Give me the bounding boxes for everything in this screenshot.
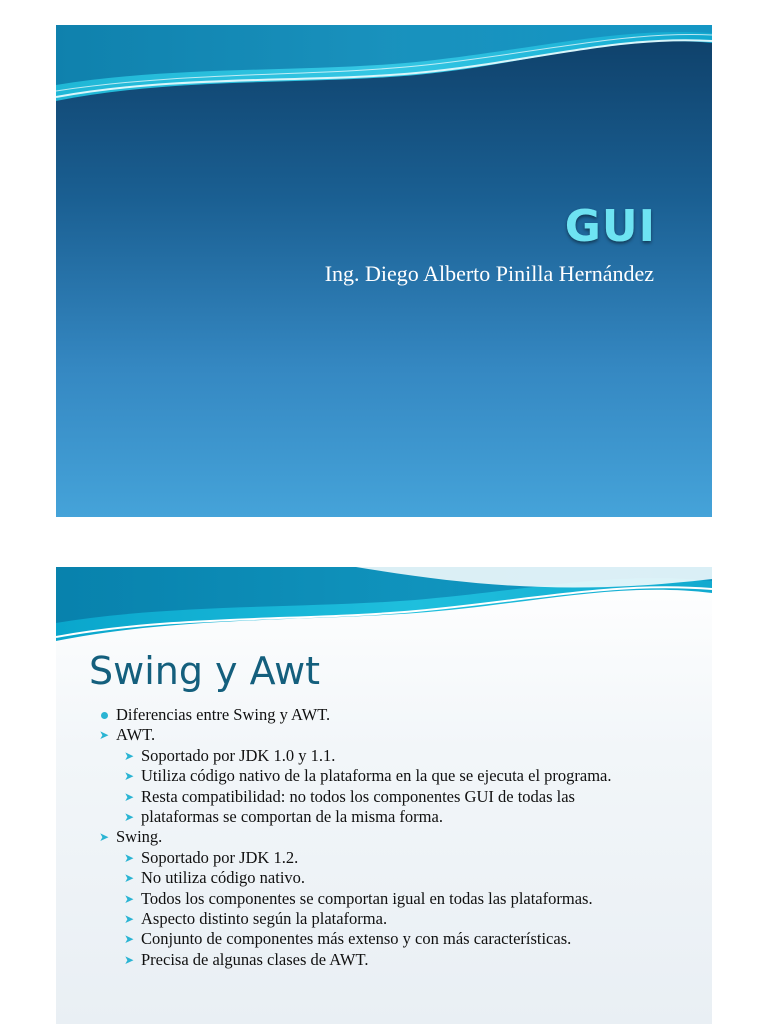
bullet-item xyxy=(56,929,712,949)
title-slide xyxy=(56,25,712,517)
content-slide xyxy=(56,567,712,1024)
slide-title: Swing y Awt xyxy=(89,649,321,693)
bullet-item xyxy=(56,868,712,888)
bullet-arrow-icon: ➤ xyxy=(123,932,135,947)
bullet-item xyxy=(56,889,712,909)
bullet-item xyxy=(56,705,712,725)
bullet-arrow-icon: ➤ xyxy=(123,850,135,865)
bullet-arrow-icon: ➤ xyxy=(123,748,135,763)
bullet-arrow-icon: ➤ xyxy=(123,789,135,804)
header-wave-decoration xyxy=(56,567,712,647)
bullet-arrow-icon: ➤ xyxy=(98,728,110,743)
bullet-arrow-icon: ➤ xyxy=(98,830,110,845)
bullet-dot-icon xyxy=(96,705,112,725)
bullet-text: AWT. xyxy=(116,725,156,745)
bullet-item xyxy=(56,848,712,868)
bullet-item xyxy=(56,725,712,745)
bullet-arrow-icon: ➤ xyxy=(123,912,135,927)
bullet-arrow-icon: ➤ xyxy=(123,810,135,825)
bullet-text: Aspecto distinto según la plataforma. xyxy=(141,909,388,929)
bullet-text: Soportado por JDK 1.0 y 1.1. xyxy=(141,745,336,765)
bullet-item xyxy=(56,787,712,807)
slide-subtitle: Ing. Diego Alberto Pinilla Hernández xyxy=(324,261,654,286)
slide-title: GUI xyxy=(564,201,656,252)
bullet-text: Utiliza código nativo de la plataforma en la que se ejecuta el programa. xyxy=(141,766,612,786)
bullet-text: Precisa de algunas clases de AWT. xyxy=(141,949,369,969)
bullet-text: Resta compatibilidad: no todos los componentes GUI de todas las xyxy=(141,786,575,806)
bullet-arrow-icon: ➤ xyxy=(123,871,135,886)
bullet-text: No utiliza código nativo. xyxy=(141,868,306,888)
bullet-list xyxy=(56,705,712,970)
bullet-text: Conjunto de componentes más extenso y con más características. xyxy=(141,929,572,949)
bullet-item xyxy=(56,950,712,970)
bullet-arrow-icon: ➤ xyxy=(123,952,135,967)
bullet-text: plataformas se comportan de la misma forma. xyxy=(141,807,443,827)
bullet-item xyxy=(56,766,712,786)
bullet-arrow-icon: ➤ xyxy=(123,769,135,784)
bullet-item xyxy=(56,909,712,929)
bullet-item xyxy=(56,807,712,827)
bullet-arrow-icon: ➤ xyxy=(123,891,135,906)
header-wave-decoration xyxy=(56,25,712,105)
bullet-item xyxy=(56,827,712,847)
bullet-text: Soportado por JDK 1.2. xyxy=(141,847,299,867)
bullet-item xyxy=(56,746,712,766)
bullet-text: Swing. xyxy=(116,827,163,847)
bullet-text: Diferencias entre Swing y AWT. xyxy=(116,705,331,724)
bullet-text: Todos los componentes se comportan igual en todas las plataformas. xyxy=(141,888,593,908)
